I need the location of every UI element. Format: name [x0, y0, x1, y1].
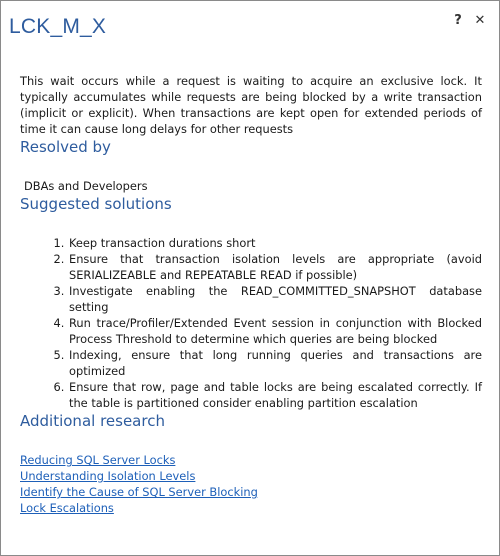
help-icon[interactable]: ? — [454, 12, 462, 28]
solution-item: 1. Keep transaction durations short — [68, 235, 482, 251]
solution-item: 4. Run trace/Profiler/Extended Event session in conjunction with Blocked Process Threshold to determine which queries are being blocked — [68, 315, 482, 347]
link-reducing-locks[interactable]: Reducing SQL Server Locks — [20, 453, 176, 467]
close-icon[interactable]: ✕ — [474, 12, 486, 28]
link-blocking-cause[interactable]: Identify the Cause of SQL Server Blocking — [20, 485, 258, 499]
resolved-by-heading: Resolved by — [20, 138, 111, 156]
window-controls — [447, 11, 491, 29]
dialog-title: LCK_M_X — [9, 15, 107, 38]
link-isolation-levels[interactable]: Understanding Isolation Levels — [20, 469, 196, 483]
suggested-solutions-heading: Suggested solutions — [20, 195, 172, 213]
dialog-content — [20, 73, 482, 516]
link-lock-escalations[interactable]: Lock Escalations — [20, 501, 114, 515]
solution-item: 6. Ensure that row, page and table locks are being escalated correctly. If the table is partitioned consider enabling partition escalation — [68, 379, 482, 411]
solutions-list — [20, 235, 482, 411]
research-links — [20, 452, 482, 516]
solution-item: 5. Indexing, ensure that long running queries and transactions are optimized — [68, 347, 482, 379]
resolved-by-text: DBAs and Developers — [24, 179, 148, 193]
wait-description: This wait occurs while a request is waiting to acquire an exclusive lock. It typically accumulates while requests are being blocked by a write transaction (implicit or explicit). When transactions are kept open for extended periods of time it can cause long delays for other requests — [20, 74, 482, 136]
solution-item: 2. Ensure that transaction isolation levels are appropriate (avoid SERIALIZEABLE and REPEATABLE READ if possible) — [68, 251, 482, 283]
solution-item: 3. Investigate enabling the READ_COMMITTED_SNAPSHOT database setting — [68, 283, 482, 315]
additional-research-heading: Additional research — [20, 412, 165, 430]
